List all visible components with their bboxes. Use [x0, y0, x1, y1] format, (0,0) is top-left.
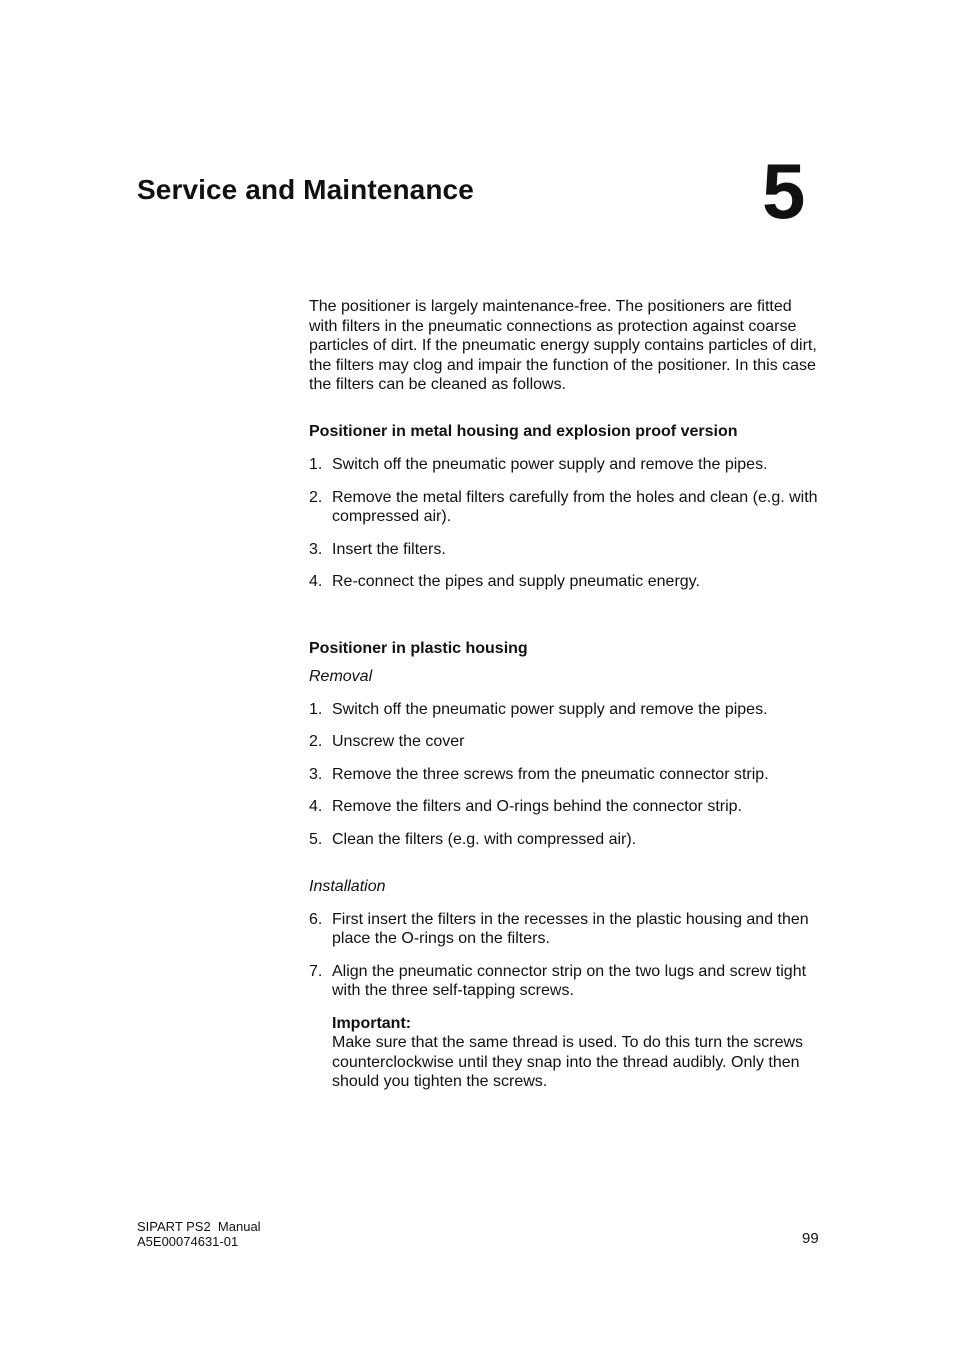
installation-subheading: Installation [309, 878, 386, 895]
plastic-housing-heading: Positioner in plastic housing [309, 639, 528, 657]
installation-steps-list [309, 910, 821, 1001]
footer-doc-id: A5E00074631-01 [137, 1234, 239, 1249]
step-number: 6. [309, 910, 323, 928]
step-text: Align the pneumatic connector strip on the two lugs and screw tight with the three self-tapping screws. [332, 962, 807, 999]
step-text: Re-connect the pipes and supply pneumatic energy. [332, 573, 700, 590]
step-number: 4. [309, 573, 323, 590]
step-number: 3. [309, 540, 323, 558]
step-number: 4. [309, 798, 323, 815]
step-number: 1. [309, 456, 323, 473]
step-text: Insert the filters. [332, 540, 446, 558]
important-text: Make sure that the same thread is used. To do this turn the screws counterclockwise until they snap into the thread audibly. Only then should you tighten the screws. [332, 1034, 804, 1090]
step-number: 5. [309, 830, 323, 848]
list-item [309, 732, 821, 752]
step-text: Unscrew the cover [332, 733, 465, 750]
step-text: Switch off the pneumatic power supply and remove the pipes. [332, 700, 768, 718]
page-number: 99 [802, 1230, 819, 1247]
step-number: 2. [309, 733, 323, 750]
footer-document-info [137, 1219, 261, 1249]
step-text: Remove the three screws from the pneumatic connector strip. [332, 765, 769, 783]
removal-subheading: Removal [309, 668, 373, 685]
chapter-title: Service and Maintenance [137, 174, 474, 205]
step-number: 3. [309, 765, 323, 783]
step-text: Remove the filters and O-rings behind the connector strip. [332, 798, 742, 815]
chapter-number: 5 [762, 147, 806, 235]
list-item [309, 962, 821, 1001]
removal-steps-list [309, 700, 821, 850]
metal-steps-list [309, 455, 821, 592]
list-item [309, 910, 821, 949]
step-text: Remove the metal filters carefully from the holes and clean (e.g. with compressed air). [332, 488, 818, 525]
list-item [309, 540, 821, 560]
footer-manual-title: SIPART PS2 Manual [137, 1219, 261, 1234]
step-text: Clean the filters (e.g. with compressed air). [332, 830, 637, 848]
list-item [309, 797, 821, 817]
step-number: 1. [309, 700, 323, 718]
step-number: 2. [309, 488, 323, 506]
list-item [309, 765, 821, 785]
step-number: 7. [309, 962, 323, 980]
step-text: First insert the filters in the recesses in the plastic housing and then place the O-rings on the filters. [332, 910, 809, 947]
list-item [309, 488, 821, 527]
list-item [309, 830, 821, 850]
step-text: Switch off the pneumatic power supply and remove the pipes. [332, 456, 768, 473]
intro-paragraph: The positioner is largely maintenance-free. The positioners are fitted with filters in the pneumatic connections as protection against coarse particles of dirt. If the pneumatic energy supply contains particles of dirt, the filters may clog and impair the function of the positioner. In this case the filters can be cleaned as follows. [309, 298, 817, 393]
main-content [309, 297, 821, 1092]
important-note [332, 1014, 821, 1092]
list-item [309, 572, 821, 592]
list-item [309, 455, 821, 475]
list-item [309, 700, 821, 720]
important-label: Important: [332, 1014, 412, 1032]
metal-housing-heading: Positioner in metal housing and explosion proof version [309, 422, 738, 440]
